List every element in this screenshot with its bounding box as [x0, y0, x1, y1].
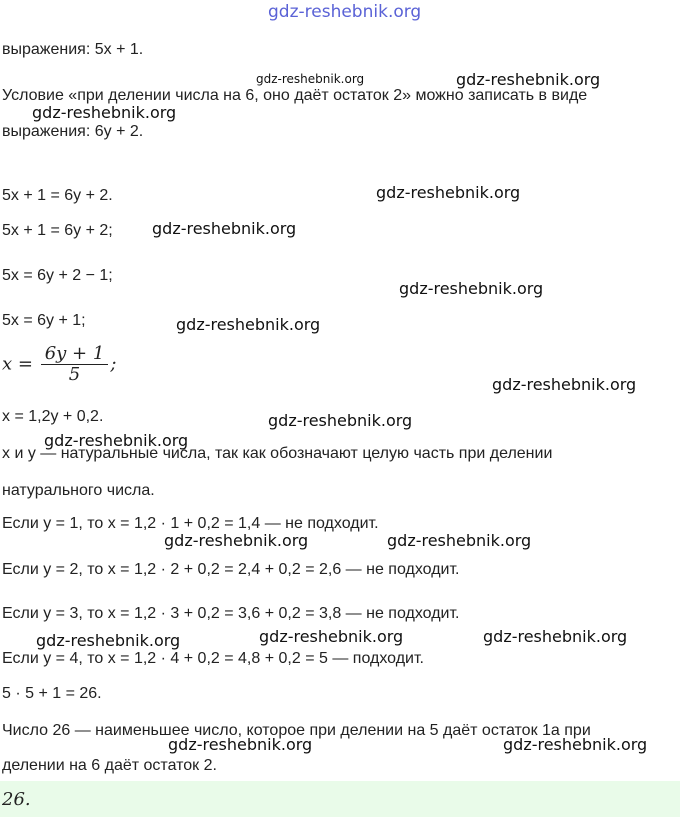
- solution-line-l5: 5x + 1 = 6y + 2;: [2, 222, 113, 239]
- fraction: [41, 344, 109, 385]
- watermark: gdz-reshebnik.org: [268, 2, 422, 22]
- fraction-denominator: 5: [68, 364, 81, 385]
- watermark: gdz-reshebnik.org: [152, 219, 297, 238]
- watermark: gdz-reshebnik.org: [376, 183, 521, 202]
- watermark: gdz-reshebnik.org: [168, 735, 313, 754]
- solution-line-l18: делении на 6 даёт остаток 2.: [2, 757, 217, 774]
- answer-value: 26.: [2, 789, 31, 810]
- solution-line-l7: 5x = 6y + 1;: [2, 312, 86, 329]
- solution-line-l6: 5x = 6y + 2 − 1;: [2, 267, 113, 284]
- fraction-tail: ;: [110, 353, 117, 375]
- watermark: gdz-reshebnik.org: [492, 375, 637, 394]
- watermark: gdz-reshebnik.org: [456, 70, 601, 89]
- watermark: gdz-reshebnik.org: [164, 531, 309, 550]
- watermark: gdz-reshebnik.org: [256, 72, 365, 86]
- solution-line-l4: 5x + 1 = 6y + 2.: [2, 187, 113, 204]
- watermark: gdz-reshebnik.org: [32, 103, 177, 122]
- answer-box: [0, 781, 680, 817]
- watermark: gdz-reshebnik.org: [387, 531, 532, 550]
- watermark: gdz-reshebnik.org: [176, 315, 321, 334]
- solution-line-l17: Число 26 — наименьшее число, которое при делении на 5 даёт остаток 1а при: [2, 722, 591, 739]
- watermark: gdz-reshebnik.org: [36, 631, 181, 650]
- watermark: gdz-reshebnik.org: [399, 279, 544, 298]
- watermark: gdz-reshebnik.org: [268, 411, 413, 430]
- watermark: gdz-reshebnik.org: [503, 735, 648, 754]
- solution-line-l12: Если y = 1, то x = 1,2 · 1 + 0,2 = 1,4 — не подходит.: [2, 515, 379, 532]
- solution-line-l2: Условие «при делении числа на 6, оно даёт остаток 2» можно записать в виде: [2, 87, 588, 104]
- solution-line-l13: Если y = 2, то x = 1,2 · 2 + 0,2 = 2,4 + 0,2 = 2,6 — не подходит.: [2, 561, 460, 578]
- solution-line-l11: натурального числа.: [2, 482, 155, 499]
- watermark: gdz-reshebnik.org: [259, 627, 404, 646]
- fraction-numerator: 6y + 1: [41, 344, 109, 365]
- solution-line-l1: выражения: 5x + 1.: [2, 41, 144, 58]
- solution-line-l9: x = 1,2y + 0,2.: [2, 408, 104, 425]
- watermark: gdz-reshebnik.org: [483, 627, 628, 646]
- fraction-left: x =: [2, 353, 33, 375]
- solution-line-l14: Если y = 3, то x = 1,2 · 3 + 0,2 = 3,6 + 0,2 = 3,8 — не подходит.: [2, 605, 460, 622]
- fraction-line: [2, 344, 116, 385]
- watermark: gdz-reshebnik.org: [44, 431, 189, 450]
- solution-line-l15: Если y = 4, то x = 1,2 · 4 + 0,2 = 4,8 + 0,2 = 5 — подходит.: [2, 650, 424, 667]
- solution-line-l10: x и y — натуральные числа, так как обозначают целую часть при делении: [2, 445, 553, 462]
- solution-line-l16: 5 · 5 + 1 = 26.: [2, 685, 102, 702]
- solution-line-l3: выражения: 6y + 2.: [2, 123, 144, 140]
